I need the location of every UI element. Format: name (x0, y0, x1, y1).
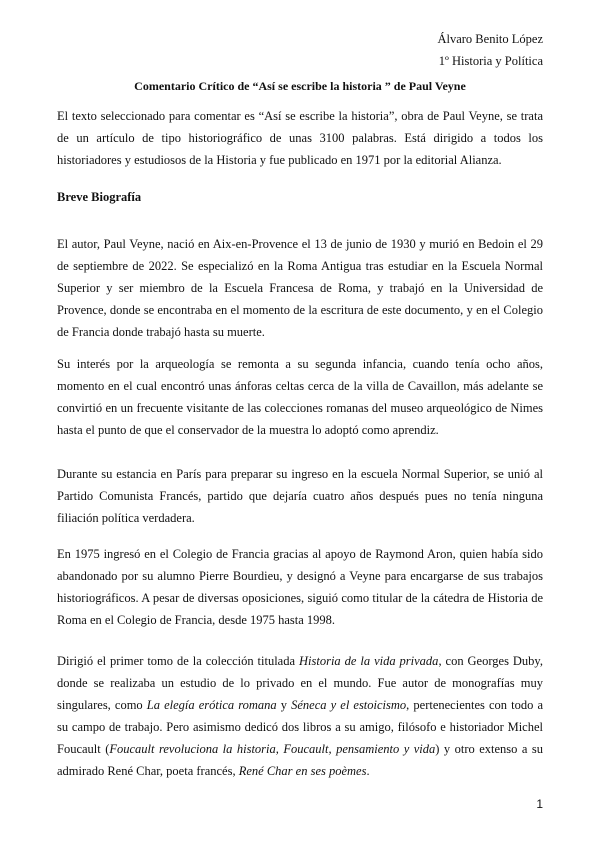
intro-paragraph: El texto seleccionado para comentar es “Así se escribe la historia”, obra de Paul Veyne, se trata de un artículo de tipo historiográfico de unas 3100 palabras. Está dirigido a todos los historiadores y estudiosos de la Historia y fue publicado en 1971 por la editorial Alianza. (57, 109, 543, 167)
author-name: Álvaro Benito López (437, 32, 543, 46)
section-heading: Breve Biografía (57, 190, 142, 204)
page-number: 1 (536, 797, 543, 811)
book-title-historia-vida-privada: Historia de la vida privada (299, 654, 439, 668)
document-title: Comentario Crítico de “Así se escribe la historia ” de Paul Veyne (134, 79, 466, 93)
text-span: , con Georges Duby, donde se realizaba un estudio de lo privado en el mundo. Fue autor de monografías muy singulares, como (57, 654, 543, 712)
bio-paragraph-5 (57, 650, 543, 782)
bio-paragraph-3: Durante su estancia en París para preparar su ingreso en la escuela Normal Superior, se unió al Partido Comunista Francés, partido que dejaría cuatro años después pues no tenía ninguna filiación política verdadera. (57, 467, 543, 525)
text-span: ) y otro extenso a su admirado René Char, poeta francés, (57, 742, 543, 778)
text-span: y (276, 698, 292, 712)
text-span: Dirigió el primer tomo de la colección titulada (57, 654, 299, 668)
book-title-elegia-erotica: La elegía erótica romana (146, 698, 277, 712)
book-title-foucault: Foucault revoluciona la historia, Foucault, pensamiento y vida (109, 742, 436, 756)
book-title-rene-char: René Char en ses poèmes (238, 764, 367, 778)
bio-paragraph-4: En 1975 ingresó en el Colegio de Francia gracias al apoyo de Raymond Aron, quien había sido abandonado por su alumno Pierre Bourdieu, y designó a Veyne para encargarse de sus trabajos historiográficos. A pesar de diversas oposiciones, siguió como titular de la cátedra de Historia de Roma en el Colegio de Francia, desde 1975 hasta 1998. (57, 547, 543, 627)
book-title-seneca: Séneca y el estoicismo (291, 698, 407, 712)
bio-paragraph-1: El autor, Paul Veyne, nació en Aix-en-Provence el 13 de junio de 1930 y murió en Bedoin el 29 de septiembre de 2022. Se especializó en la Roma Antigua tras estudiar en la Escuela Normal Superior y ser miembro de la Escuela Francesa de Roma, y trabajó en la Universidad de Provence, donde se encontraba en el momento de la escritura de este documento, y en el Colegio de Francia donde trabajó hasta su muerte. (57, 237, 543, 339)
bio-paragraph-2: Su interés por la arqueología se remonta a su segunda infancia, cuando tenía ocho años, momento en el cual encontró unas ánforas celtas cerca de la villa de Cavaillon, más adelante se convirtió en un frecuente visitante de las colecciones romanas del museo arqueológico de Nimes hasta el punto de que el conservador de la muestra lo adoptó como aprendiz. (57, 357, 543, 437)
text-span: . (366, 764, 370, 778)
text-span: , pertenecientes con todo a su campo de trabajo. Pero asimismo dedicó dos libros a su amigo, filósofo e historiador Michel Foucault ( (57, 698, 544, 756)
course-name: 1º Historia y Política (438, 54, 543, 68)
